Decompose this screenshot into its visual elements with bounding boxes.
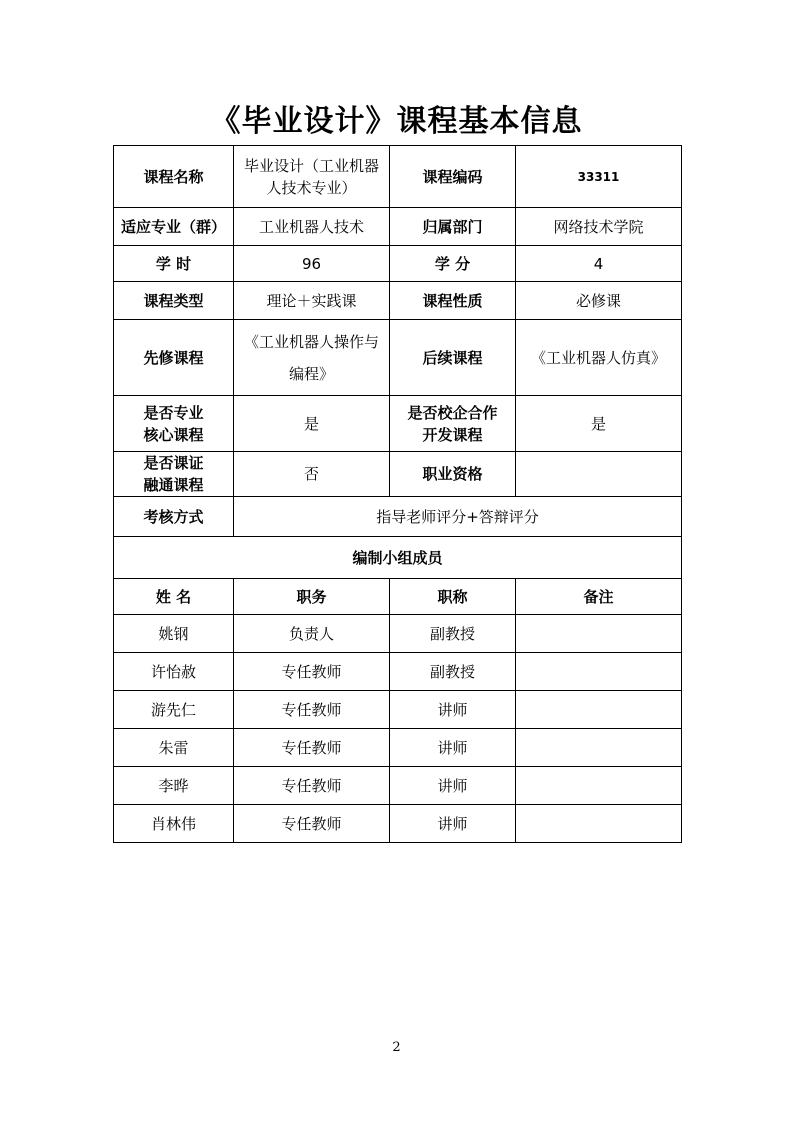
- major-label: 适应专业（群）: [114, 208, 234, 246]
- member-position: 专任教师: [234, 653, 390, 691]
- member-position: 专任教师: [234, 729, 390, 767]
- hours-value: 96: [234, 246, 390, 282]
- member-position: 专任教师: [234, 805, 390, 843]
- member-remarks: [516, 729, 682, 767]
- member-name: 李晔: [114, 767, 234, 805]
- course-type-label: 课程类型: [114, 282, 234, 320]
- member-position: 负责人: [234, 615, 390, 653]
- member-title: 讲师: [390, 767, 516, 805]
- credits-label: 学 分: [390, 246, 516, 282]
- member-title: 讲师: [390, 729, 516, 767]
- member-name: 姚钢: [114, 615, 234, 653]
- course-nature-label: 课程性质: [390, 282, 516, 320]
- followup-label: 后续课程: [390, 320, 516, 396]
- header-remarks: 备注: [516, 579, 682, 615]
- assessment-label: 考核方式: [114, 497, 234, 537]
- credits-value: 4: [516, 246, 682, 282]
- member-name: 游先仁: [114, 691, 234, 729]
- member-title: 讲师: [390, 691, 516, 729]
- table-row: [114, 691, 682, 729]
- member-remarks: [516, 615, 682, 653]
- member-remarks: [516, 691, 682, 729]
- member-name: 朱雷: [114, 729, 234, 767]
- course-info-table: [113, 145, 682, 843]
- coop-course-label: 是否校企合作开发课程: [390, 396, 516, 452]
- member-position: 专任教师: [234, 767, 390, 805]
- core-course-label: 是否专业核心课程: [114, 396, 234, 452]
- prereq-value: 《工业机器人操作与编程》: [234, 320, 390, 396]
- cert-course-label: 是否课证融通课程: [114, 452, 234, 497]
- member-name: 肖林伟: [114, 805, 234, 843]
- header-name: 姓 名: [114, 579, 234, 615]
- cert-course-value: 否: [234, 452, 390, 497]
- member-remarks: [516, 653, 682, 691]
- table-row: [114, 653, 682, 691]
- major-value: 工业机器人技术: [234, 208, 390, 246]
- table-row: [114, 729, 682, 767]
- member-remarks: [516, 767, 682, 805]
- table-row: [114, 767, 682, 805]
- prereq-label: 先修课程: [114, 320, 234, 396]
- hours-label: 学 时: [114, 246, 234, 282]
- course-code-label: 课程编码: [390, 146, 516, 208]
- header-position: 职务: [234, 579, 390, 615]
- course-nature-value: 必修课: [516, 282, 682, 320]
- member-name: 许怡赦: [114, 653, 234, 691]
- member-title: 副教授: [390, 615, 516, 653]
- member-remarks: [516, 805, 682, 843]
- core-course-value: 是: [234, 396, 390, 452]
- member-title: 讲师: [390, 805, 516, 843]
- dept-value: 网络技术学院: [516, 208, 682, 246]
- team-header-row: [114, 579, 682, 615]
- assessment-value: 指导老师评分+答辩评分: [234, 497, 682, 537]
- course-name-value: 毕业设计（工业机器人技术专业）: [234, 146, 390, 208]
- member-title: 副教授: [390, 653, 516, 691]
- page-number: 2: [392, 1040, 401, 1055]
- coop-course-value: 是: [516, 396, 682, 452]
- dept-label: 归属部门: [390, 208, 516, 246]
- course-name-label: 课程名称: [114, 146, 234, 208]
- page-title: 《毕业设计》课程基本信息: [210, 104, 583, 139]
- member-position: 专任教师: [234, 691, 390, 729]
- header-title: 职称: [390, 579, 516, 615]
- qualification-value: [516, 452, 682, 497]
- course-type-value: 理论＋实践课: [234, 282, 390, 320]
- table-row: [114, 805, 682, 843]
- table-row: [114, 615, 682, 653]
- team-heading: 编制小组成员: [114, 537, 682, 579]
- followup-value: 《工业机器人仿真》: [516, 320, 682, 396]
- qualification-label: 职业资格: [390, 452, 516, 497]
- course-code-value: 33311: [516, 146, 682, 208]
